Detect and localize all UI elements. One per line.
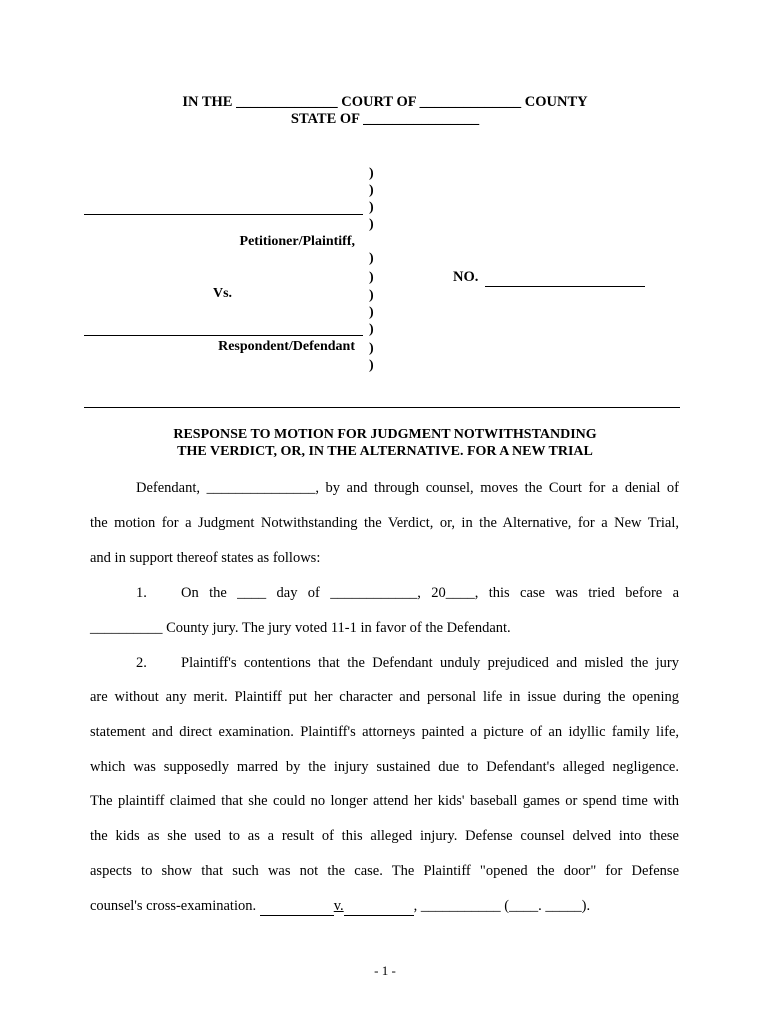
intro-line: Defendant, _______________, by and through counsel, moves the Court for a denial of bbox=[136, 480, 679, 496]
citation-line bbox=[90, 898, 590, 916]
paragraph-line: __________ County jury. The jury voted 11-1 in favor of the Defendant. bbox=[90, 620, 511, 636]
paragraph-number: 1. bbox=[136, 585, 147, 601]
petitioner-name-line bbox=[84, 214, 363, 215]
respondent-label: Respondent/Defendant bbox=[218, 339, 355, 354]
caption-divider bbox=[84, 407, 680, 408]
paragraph-line: are without any merit. Plaintiff put her character and personal life in issue during the opening bbox=[90, 689, 679, 705]
caption-paren: ) bbox=[369, 183, 374, 198]
caption-paren: ) bbox=[369, 305, 374, 320]
court-caption-line1: IN THE ______________ COURT OF ______________ COUNTY bbox=[182, 94, 588, 110]
intro-line: the motion for a Judgment Notwithstanding the Verdict, or, in the Alternative, for a New Trial, bbox=[90, 515, 679, 531]
paragraph-line: which was supposedly marred by the injury sustained due to Defendant's alleged negligence. bbox=[90, 759, 679, 775]
caption-paren: ) bbox=[369, 251, 374, 266]
page-number: - 1 - bbox=[374, 963, 396, 978]
caption-paren: ) bbox=[369, 341, 374, 356]
versus-label: Vs. bbox=[213, 286, 233, 301]
document-title-line1: RESPONSE TO MOTION FOR JUDGMENT NOTWITHSTANDING bbox=[173, 427, 597, 442]
caption-paren: ) bbox=[369, 322, 374, 337]
case-number-line bbox=[485, 286, 645, 287]
respondent-name-line bbox=[84, 335, 363, 336]
court-caption-line2: STATE OF ________________ bbox=[290, 111, 480, 127]
citation-versus: v. bbox=[333, 898, 344, 914]
caption-paren: ) bbox=[369, 217, 374, 232]
citation-intro: counsel's cross-examination. bbox=[90, 898, 257, 914]
paragraph-number: 2. bbox=[136, 655, 147, 671]
paragraph-line: the kids as she used to as a result of this alleged injury. Defense counsel delved into these bbox=[90, 828, 679, 844]
citation-blank bbox=[260, 898, 334, 916]
caption-paren: ) bbox=[369, 270, 374, 285]
caption-paren: ) bbox=[369, 358, 374, 373]
caption-paren: ) bbox=[369, 288, 374, 303]
citation-blank bbox=[344, 898, 414, 916]
paragraph-line: Plaintiff's contentions that the Defendant unduly prejudiced and misled the jury bbox=[181, 655, 679, 671]
paragraph-line: aspects to show that such was not the case. The Plaintiff "opened the door" for Defense bbox=[90, 863, 679, 879]
document-title-line2: THE VERDICT, OR, IN THE ALTERNATIVE. FOR A NEW TRIAL bbox=[177, 444, 593, 459]
caption-paren: ) bbox=[369, 200, 374, 215]
caption-paren: ) bbox=[369, 166, 374, 181]
petitioner-label: Petitioner/Plaintiff, bbox=[239, 234, 355, 249]
paragraph-line: On the ____ day of ____________, 20____, this case was tried before a bbox=[181, 585, 679, 601]
paragraph-line: The plaintiff claimed that she could no longer attend her kids' baseball games or spend time with bbox=[90, 793, 679, 809]
paragraph-line: statement and direct examination. Plaintiff's attorneys painted a picture of an idyllic family life, bbox=[90, 724, 679, 740]
case-number-label: NO. bbox=[453, 269, 479, 285]
intro-line: and in support thereof states as follows: bbox=[90, 550, 321, 566]
citation-rest: , ___________ (____. _____). bbox=[413, 898, 591, 914]
